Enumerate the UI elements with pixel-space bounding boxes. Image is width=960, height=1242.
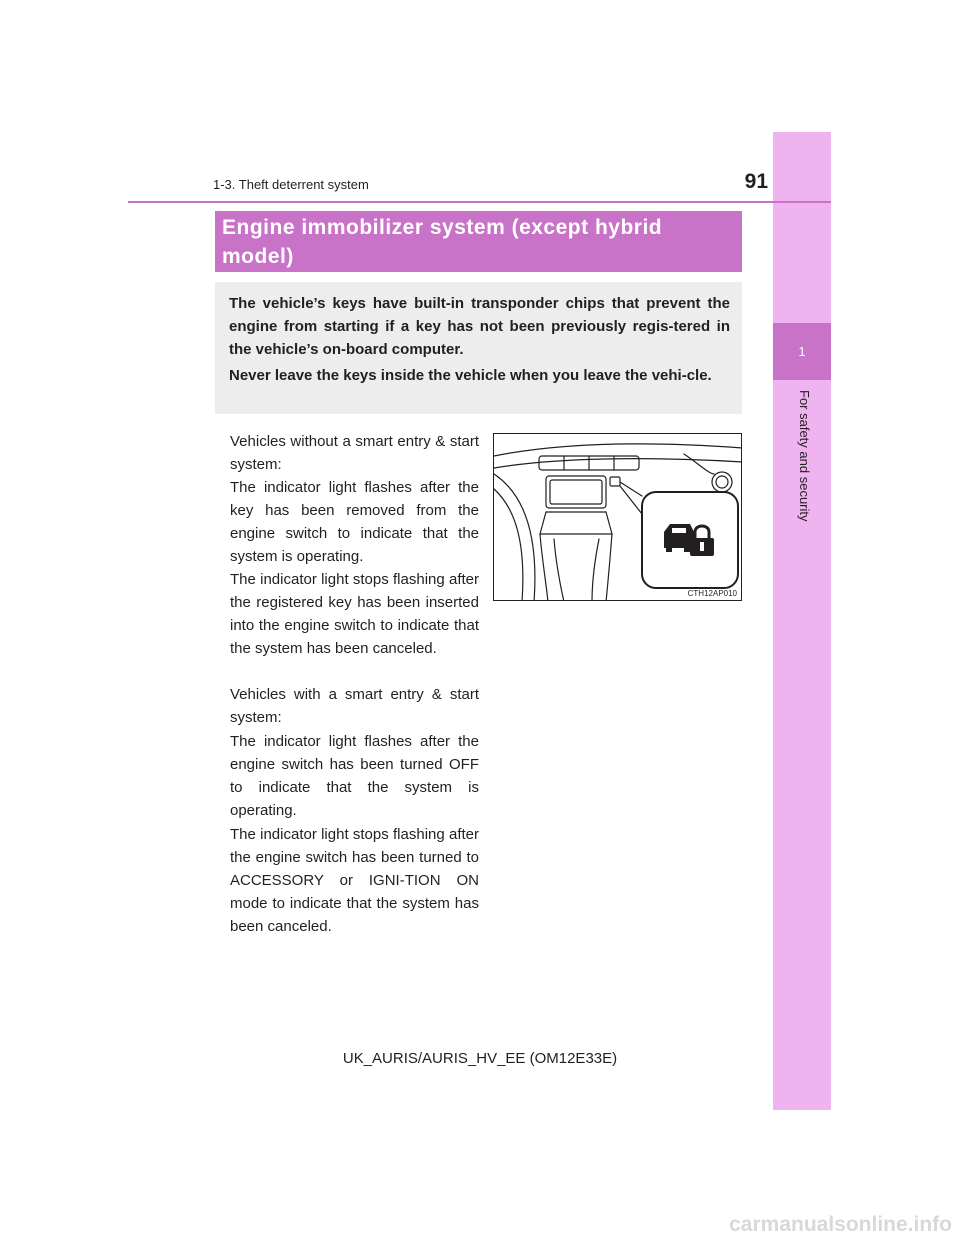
footer-doc-id: UK_AURIS/AURIS_HV_EE (OM12E33E) <box>342 1050 618 1067</box>
info-paragraph-2: Never leave the keys inside the vehicle when you leave the vehi-cle. <box>229 367 712 384</box>
info-paragraph-1: The vehicle’s keys have built-in transponder chips that prevent the engine from starting if a key has not been previously regis-tered in the vehicle’s on-board computer. <box>229 295 730 358</box>
dashboard-illustration <box>493 433 742 601</box>
body-paragraph-4: Vehicles with a smart entry & start system: <box>230 686 479 726</box>
body-paragraph-5: The indicator light flashes after the engine switch has been turned OFF to indicate that the system is operating. <box>230 733 479 819</box>
header-divider <box>128 201 831 203</box>
body-paragraph-2: The indicator light flashes after the key has been removed from the engine switch to indicate that the system is operating. <box>230 479 479 565</box>
watermark: carmanualsonline.info <box>729 1213 952 1236</box>
car-lock-indicator-icon <box>664 524 714 556</box>
chapter-number: 1 <box>798 344 806 359</box>
dashboard-drawing <box>494 434 742 601</box>
figure-code: CTH12AP010 <box>687 589 737 598</box>
section-header: 1-3. Theft deterrent system <box>213 177 369 192</box>
page-number: 91 <box>744 170 768 193</box>
chapter-label: For safety and security <box>797 390 812 522</box>
body-paragraph-3: The indicator light stops flashing after the registered key has been inserted into the engine switch to indicate that the system has been canceled. <box>230 571 479 657</box>
body-paragraph-6: The indicator light stops flashing after the engine switch has been turned to ACCESSORY or IGNI-TION ON mode to indicate that the system has been canceled. <box>230 826 479 935</box>
side-tab <box>773 132 831 1110</box>
body-paragraph-1: Vehicles without a smart entry & start system: <box>230 433 479 473</box>
page-title: Engine immobilizer system (except hybrid model) <box>222 216 663 268</box>
